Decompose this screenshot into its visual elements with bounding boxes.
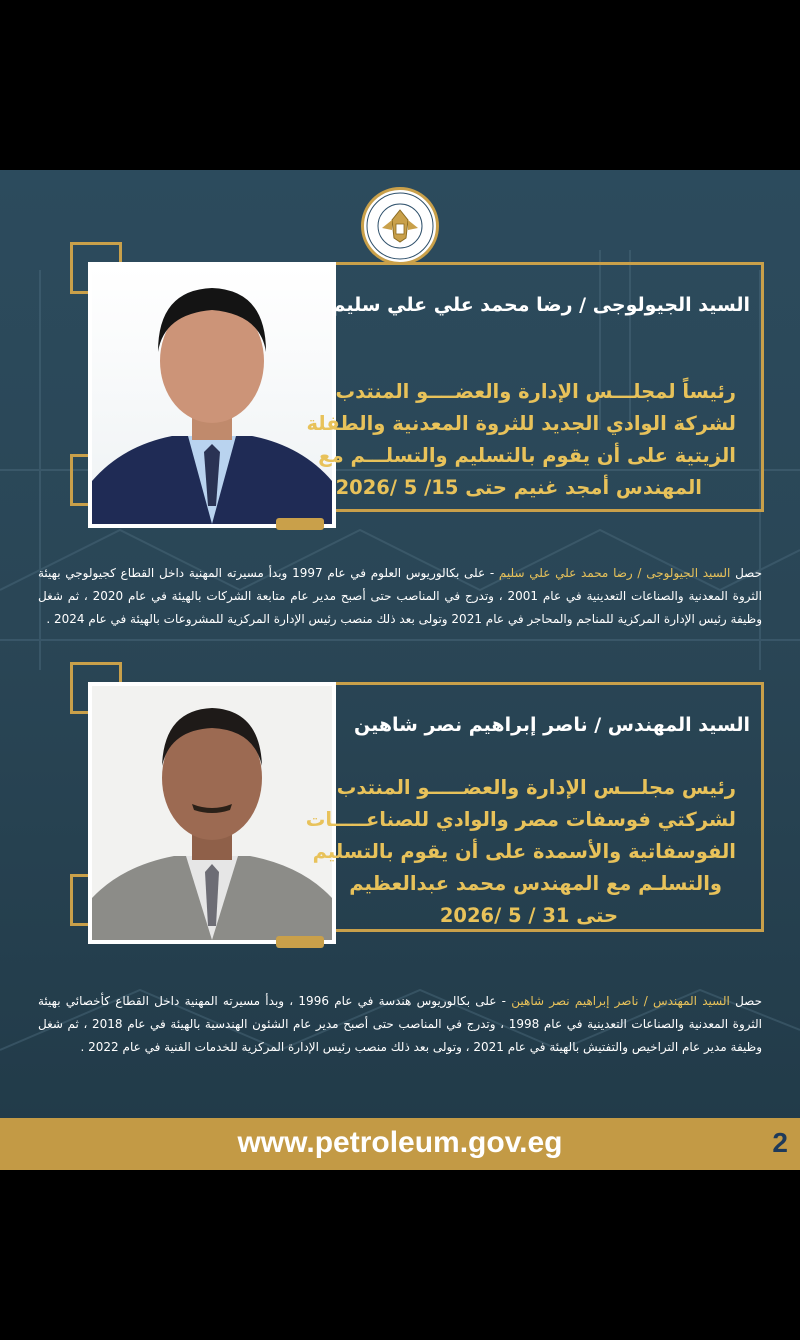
title-line: والتسلـم مع المهندس محمد عبدالعظيم — [349, 872, 722, 895]
gold-tab — [276, 518, 324, 530]
portrait-photo — [92, 266, 332, 524]
title-line: رئيساً لمجلـــس الإدارة والعضــــو المنتدب — [335, 380, 736, 403]
title-line: الفوسفاتية والأسمدة على أن يقوم بالتسليم — [312, 840, 736, 863]
title-line: حتى 31 / 5 /2026 — [439, 904, 618, 927]
title-line: الزيتية على أن يقوم بالتسليم والتسلـــم مع — [318, 444, 736, 467]
person2-bio — [38, 990, 762, 1059]
person2-name: السيد المهندس / ناصر إبراهيم نصر شاهين — [354, 714, 750, 736]
title-line: لشركة الوادي الجديد للثروة المعدنية والطفلة — [306, 412, 736, 435]
title-line: المهندس أمجد غنيم حتى 15/ 5 /2026 — [335, 476, 702, 499]
footer-bar — [0, 1118, 800, 1170]
person1-appointment — [306, 376, 736, 504]
person2-appointment — [306, 772, 736, 932]
title-line: لشركتي فوسفات مصر والوادي للصناعـــــات — [305, 808, 736, 831]
bio-highlight-name: السيد المهندس / ناصر إبراهيم نصر شاهين — [511, 994, 730, 1008]
gold-tab — [276, 936, 324, 948]
title-line: رئيس مجلـــس الإدارة والعضـــــو المنتدب — [336, 776, 736, 799]
portrait-photo — [92, 686, 332, 940]
person1-bio — [38, 562, 762, 631]
ministry-logo — [361, 187, 439, 265]
bio-highlight-name: السيد الجيولوجى / رضا محمد علي علي سليم — [498, 566, 731, 580]
person1-name: السيد الجيولوجى / رضا محمد علي علي سليم — [331, 294, 750, 316]
bio-text: - على بكالوريوس هندسة في عام 1996 ، وبدأ مسيرته المهنية داخل القطاع كأخصائي بهيئة الثروة المعدنية والصناعات التعدينية في عام 1998 ، وتدرج في المناصب حتى أصبح مدير عام الشئون الهندسية بالهيئة في عام 2018 ، ثم شغل وظيفة مدير عام التراخيص والتفتيش بالهيئة في عام 2021 ، وتولى بعد ذلك منصب رئيس الإدارة المركزية للخدمات الفنية في عام 2022 . — [38, 994, 762, 1054]
bio-prefix: حصل — [730, 566, 762, 580]
bio-text: - على بكالوريوس العلوم في عام 1997 وبدأ مسيرته المهنية داخل القطاع كجيولوجي بهيئة الثروة المعدنية والصناعات التعدينية في عام 2001 ، وتدرج في المناصب حتى أصبح مدير عام متابعة الشركات بالهيئة في عام 2020 ، ثم شغل وظيفة رئيس الإدارة المركزية للمناجم والمحاجر في عام 2021 وتولى بعد ذلك منصب رئيس الإدارة المركزية للمشروعات بالهيئة في عام 2024 . — [38, 566, 763, 626]
page-number: 2 — [772, 1127, 788, 1158]
portrait-frame — [88, 682, 336, 944]
bio-prefix: حصل — [729, 994, 762, 1008]
portrait-frame — [88, 262, 336, 528]
website-link[interactable]: www.petroleum.gov.eg — [237, 1126, 563, 1159]
poster-panel — [0, 170, 800, 1170]
